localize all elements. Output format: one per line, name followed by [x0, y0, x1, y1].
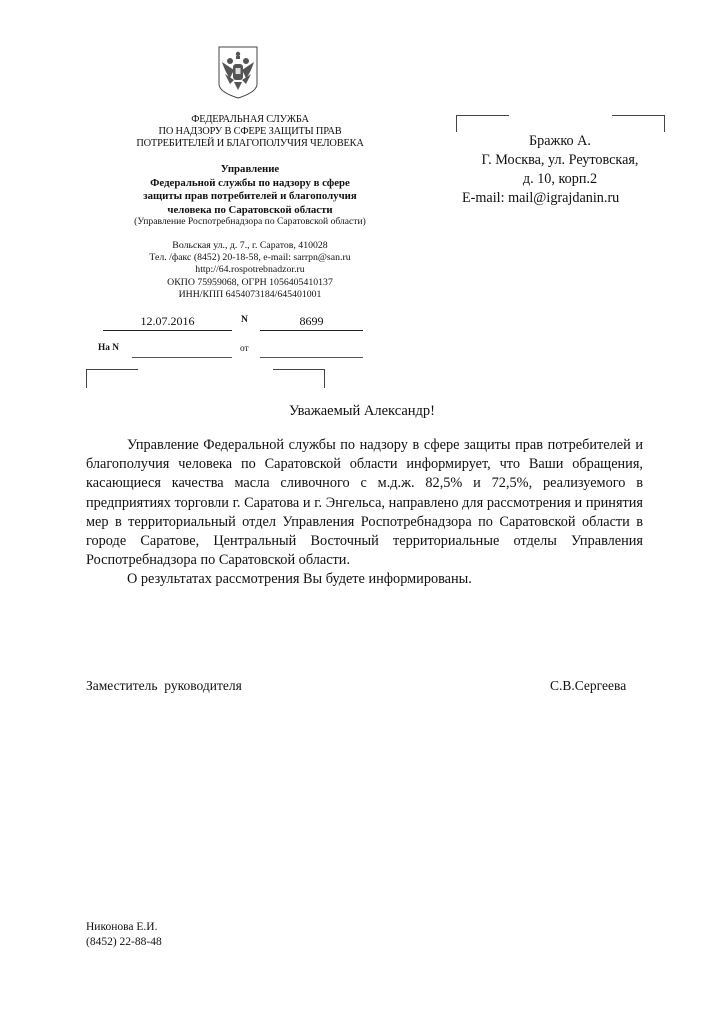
addressee-block: [450, 132, 670, 208]
signatory-name: С.В.Сергеева: [550, 678, 627, 693]
subject-bracket-right: [273, 369, 325, 388]
executor-phone: (8452) 22-88-48: [86, 935, 162, 948]
department-name-line: человека по Саратовской области: [167, 203, 333, 216]
contact-inn-kpp: ИНН/КПП 6454073184/645401001: [178, 288, 322, 300]
from-label: от: [240, 344, 249, 354]
body-paragraph: О результатах рассмотрения Вы будете информированы.: [127, 571, 472, 588]
outgoing-number: 8699: [299, 314, 324, 328]
reply-to-number-underline: [132, 357, 232, 358]
agency-name-line: ПО НАДЗОРУ В СФЕРЕ ЗАЩИТЫ ПРАВ: [158, 126, 342, 138]
contact-phone-email: Тел. /факс (8452) 20-18-58, e-mail: sarrpn@san.ru: [149, 252, 351, 264]
from-date-underline: [260, 357, 363, 358]
letter-body: [86, 436, 643, 590]
contact-okpo-ogrn: ОКПО 75959068, ОГРН 1056405410137: [167, 276, 333, 288]
contact-address: Вольская ул., д. 7., г. Саратов, 410028: [172, 240, 328, 251]
subject-bracket-left: [86, 369, 138, 388]
body-paragraph: Управление Федеральной службы по надзору в сфере защиты прав потребителей и благополучия человека по Саратовской области информирует, что Ваши обращения, касающиеся качества масла сливочного с м.д.ж. 82,5% и 72,5%, реализуемого в предприятиях торговли г. Саратова и г. Энгельса, направлено для рассмотрения и принятия мер в территориальный отдел Управления Роспотребнадзора по Саратовской области в городе Саратове, Центральный Восточный территориальные отделы Управления Роспотребнадзора по Саратовской области.: [86, 437, 643, 569]
outgoing-number-underline: [260, 330, 363, 331]
department-name-line: защиты прав потребителей и благополучия: [143, 190, 357, 202]
department-name-line: Управление: [220, 163, 280, 175]
department-name-line: Федеральной службы по надзору в сфере: [150, 176, 350, 189]
contact-website: http://64.rospotrebnadzor.ru: [195, 264, 305, 276]
agency-name-line: ФЕДЕРАЛЬНАЯ СЛУЖБА: [191, 114, 309, 125]
addressee-bracket-right: [612, 115, 665, 132]
department-short-name: (Управление Роспотребнадзора по Саратовской области): [134, 216, 366, 227]
executor-name: Никонова Е.И.: [86, 921, 158, 933]
addressee-name: Бражко А.: [529, 133, 591, 149]
agency-name-line: ПОТРЕБИТЕЛЕЙ И БЛАГОПОЛУЧИЯ ЧЕЛОВЕКА: [136, 138, 364, 150]
addressee-bracket-left: [456, 115, 509, 132]
executor-block: [86, 920, 162, 949]
signatory-role: Заместитель руководителя: [86, 678, 242, 693]
agency-name: [100, 114, 400, 151]
addressee-email: E-mail: mail@igrajdanin.ru: [462, 190, 620, 206]
greeting: Уважаемый Александр!: [288, 403, 435, 419]
outgoing-number-label: N: [241, 315, 248, 325]
outgoing-date: 12.07.2016: [140, 314, 195, 328]
department-contacts: [100, 240, 400, 301]
coat-of-arms-emblem: [216, 44, 260, 100]
outgoing-date-underline: [103, 330, 232, 331]
department-name: [100, 163, 400, 217]
double-headed-eagle-icon: [216, 44, 260, 100]
reply-to-label: На N: [98, 343, 119, 353]
addressee-address-line: д. 10, корп.2: [522, 171, 598, 187]
addressee-address-line: Г. Москва, ул. Реутовская,: [481, 152, 639, 168]
